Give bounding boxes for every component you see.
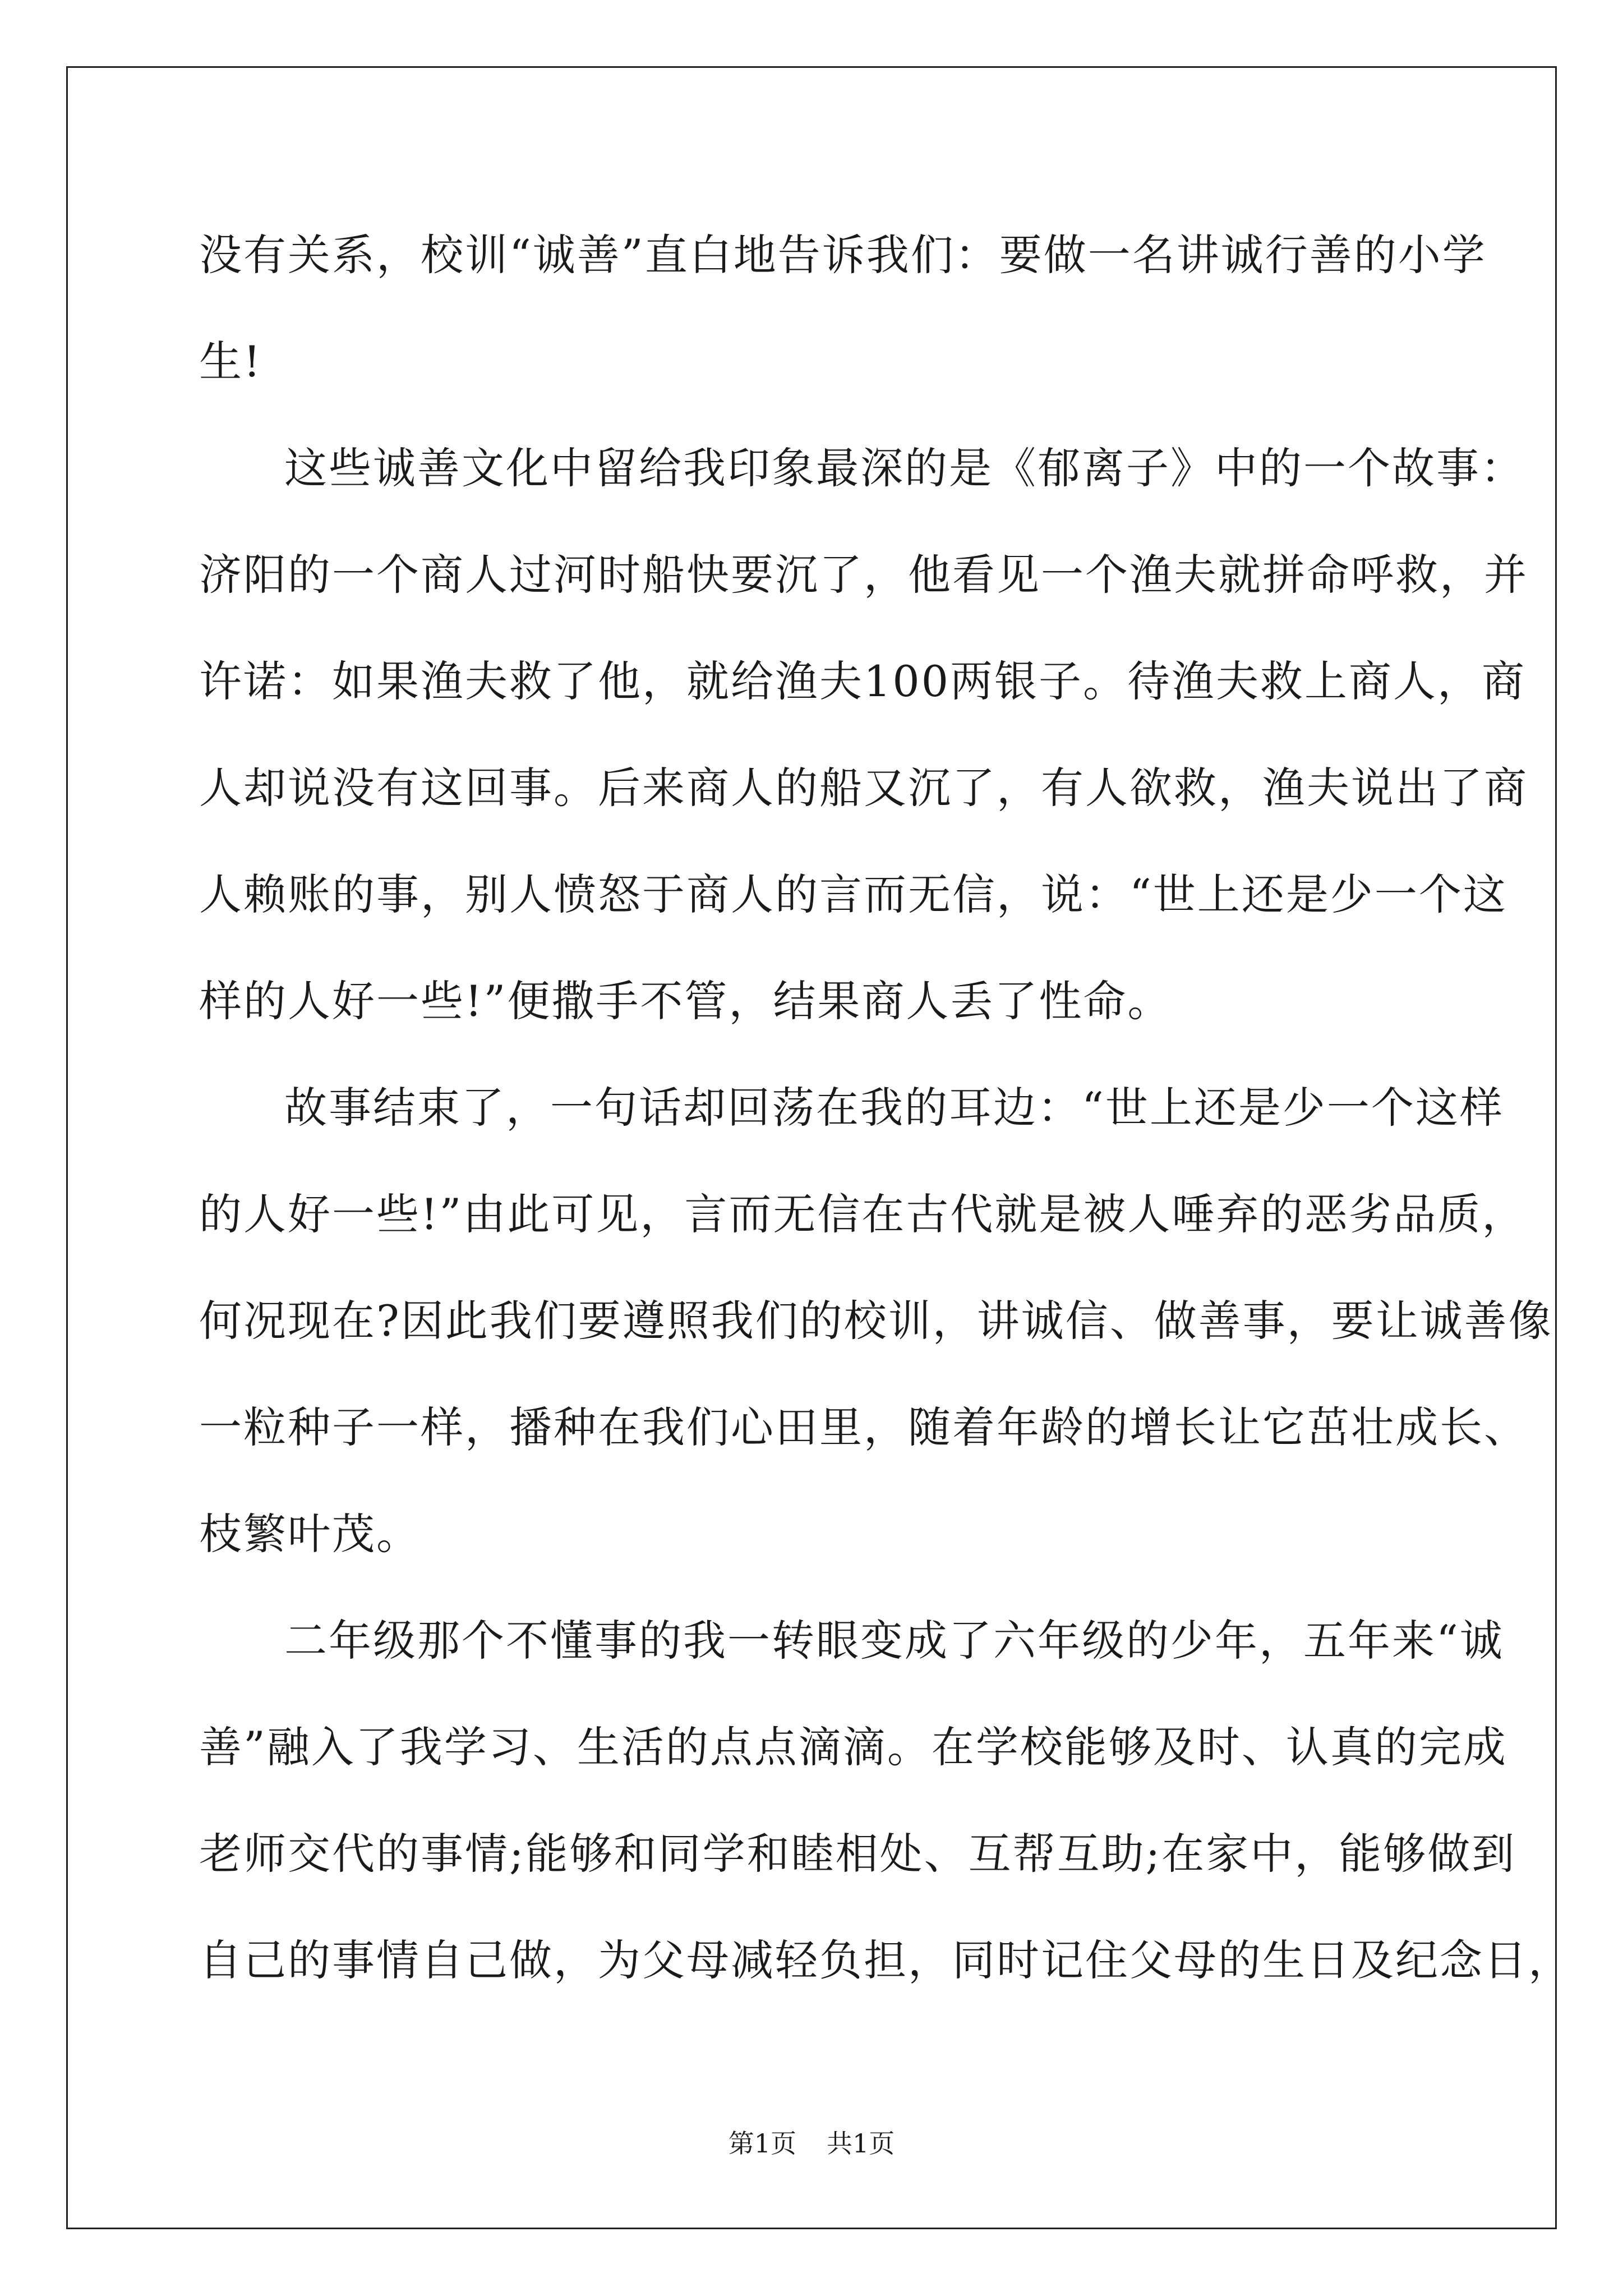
text-line: 何况现在?因此我们要遵照我们的校训，讲诚信、做善事，要让诚善像	[199, 1296, 1553, 1346]
text-line: 济阳的一个商人过河时船快要沉了，他看见一个渔夫就拼命呼救，并	[199, 550, 1528, 600]
text-line: 故事结束了，一句话却回荡在我的耳边：“世上还是少一个这样	[284, 1083, 1504, 1133]
text-line: 没有关系，校训“诚善”直白地告诉我们：要做一名讲诚行善的小学	[199, 230, 1487, 280]
text-line: 善”融入了我学习、生活的点点滴滴。在学校能够及时、认真的完成	[199, 1722, 1507, 1772]
text-line: 人却说没有这回事。后来商人的船又沉了，有人欲救，渔夫说出了商	[199, 763, 1528, 813]
text-line: 人赖账的事，别人愤怒于商人的言而无信，说：“世上还是少一个这	[199, 869, 1507, 919]
text-line: 生!	[199, 337, 262, 386]
text-line: 这些诚善文化中留给我印象最深的是《郁离子》中的一个故事：	[284, 443, 1525, 493]
page-number-current: 第1页	[728, 2128, 796, 2159]
text-line: 枝繁叶茂。	[199, 1509, 421, 1559]
document-body	[199, 202, 1573, 2014]
text-line: 自己的事情自己做，为父母减轻负担，同时记住父母的生日及纪念日，	[199, 1935, 1573, 1985]
text-line: 样的人好一些!”便撒手不管，结果商人丢了性命。	[199, 976, 1172, 1026]
text-line: 二年级那个不懂事的我一转眼变成了六年级的少年，五年来“诚	[284, 1616, 1504, 1665]
text-line: 老师交代的事情;能够和同学和睦相处、互帮互助;在家中，能够做到	[199, 1829, 1516, 1879]
text-line: 的人好一些!”由此可见，言而无信在古代就是被人唾弃的恶劣品质，	[199, 1189, 1527, 1239]
text-line: 许诺：如果渔夫救了他，就给渔夫100两银子。待渔夫救上商人，商	[199, 656, 1527, 706]
page-number-total: 共1页	[827, 2128, 895, 2159]
text-line: 一粒种子一样，播种在我们心田里，随着年龄的增长让它茁壮成长、	[199, 1402, 1528, 1452]
page-footer	[0, 2123, 1623, 2160]
